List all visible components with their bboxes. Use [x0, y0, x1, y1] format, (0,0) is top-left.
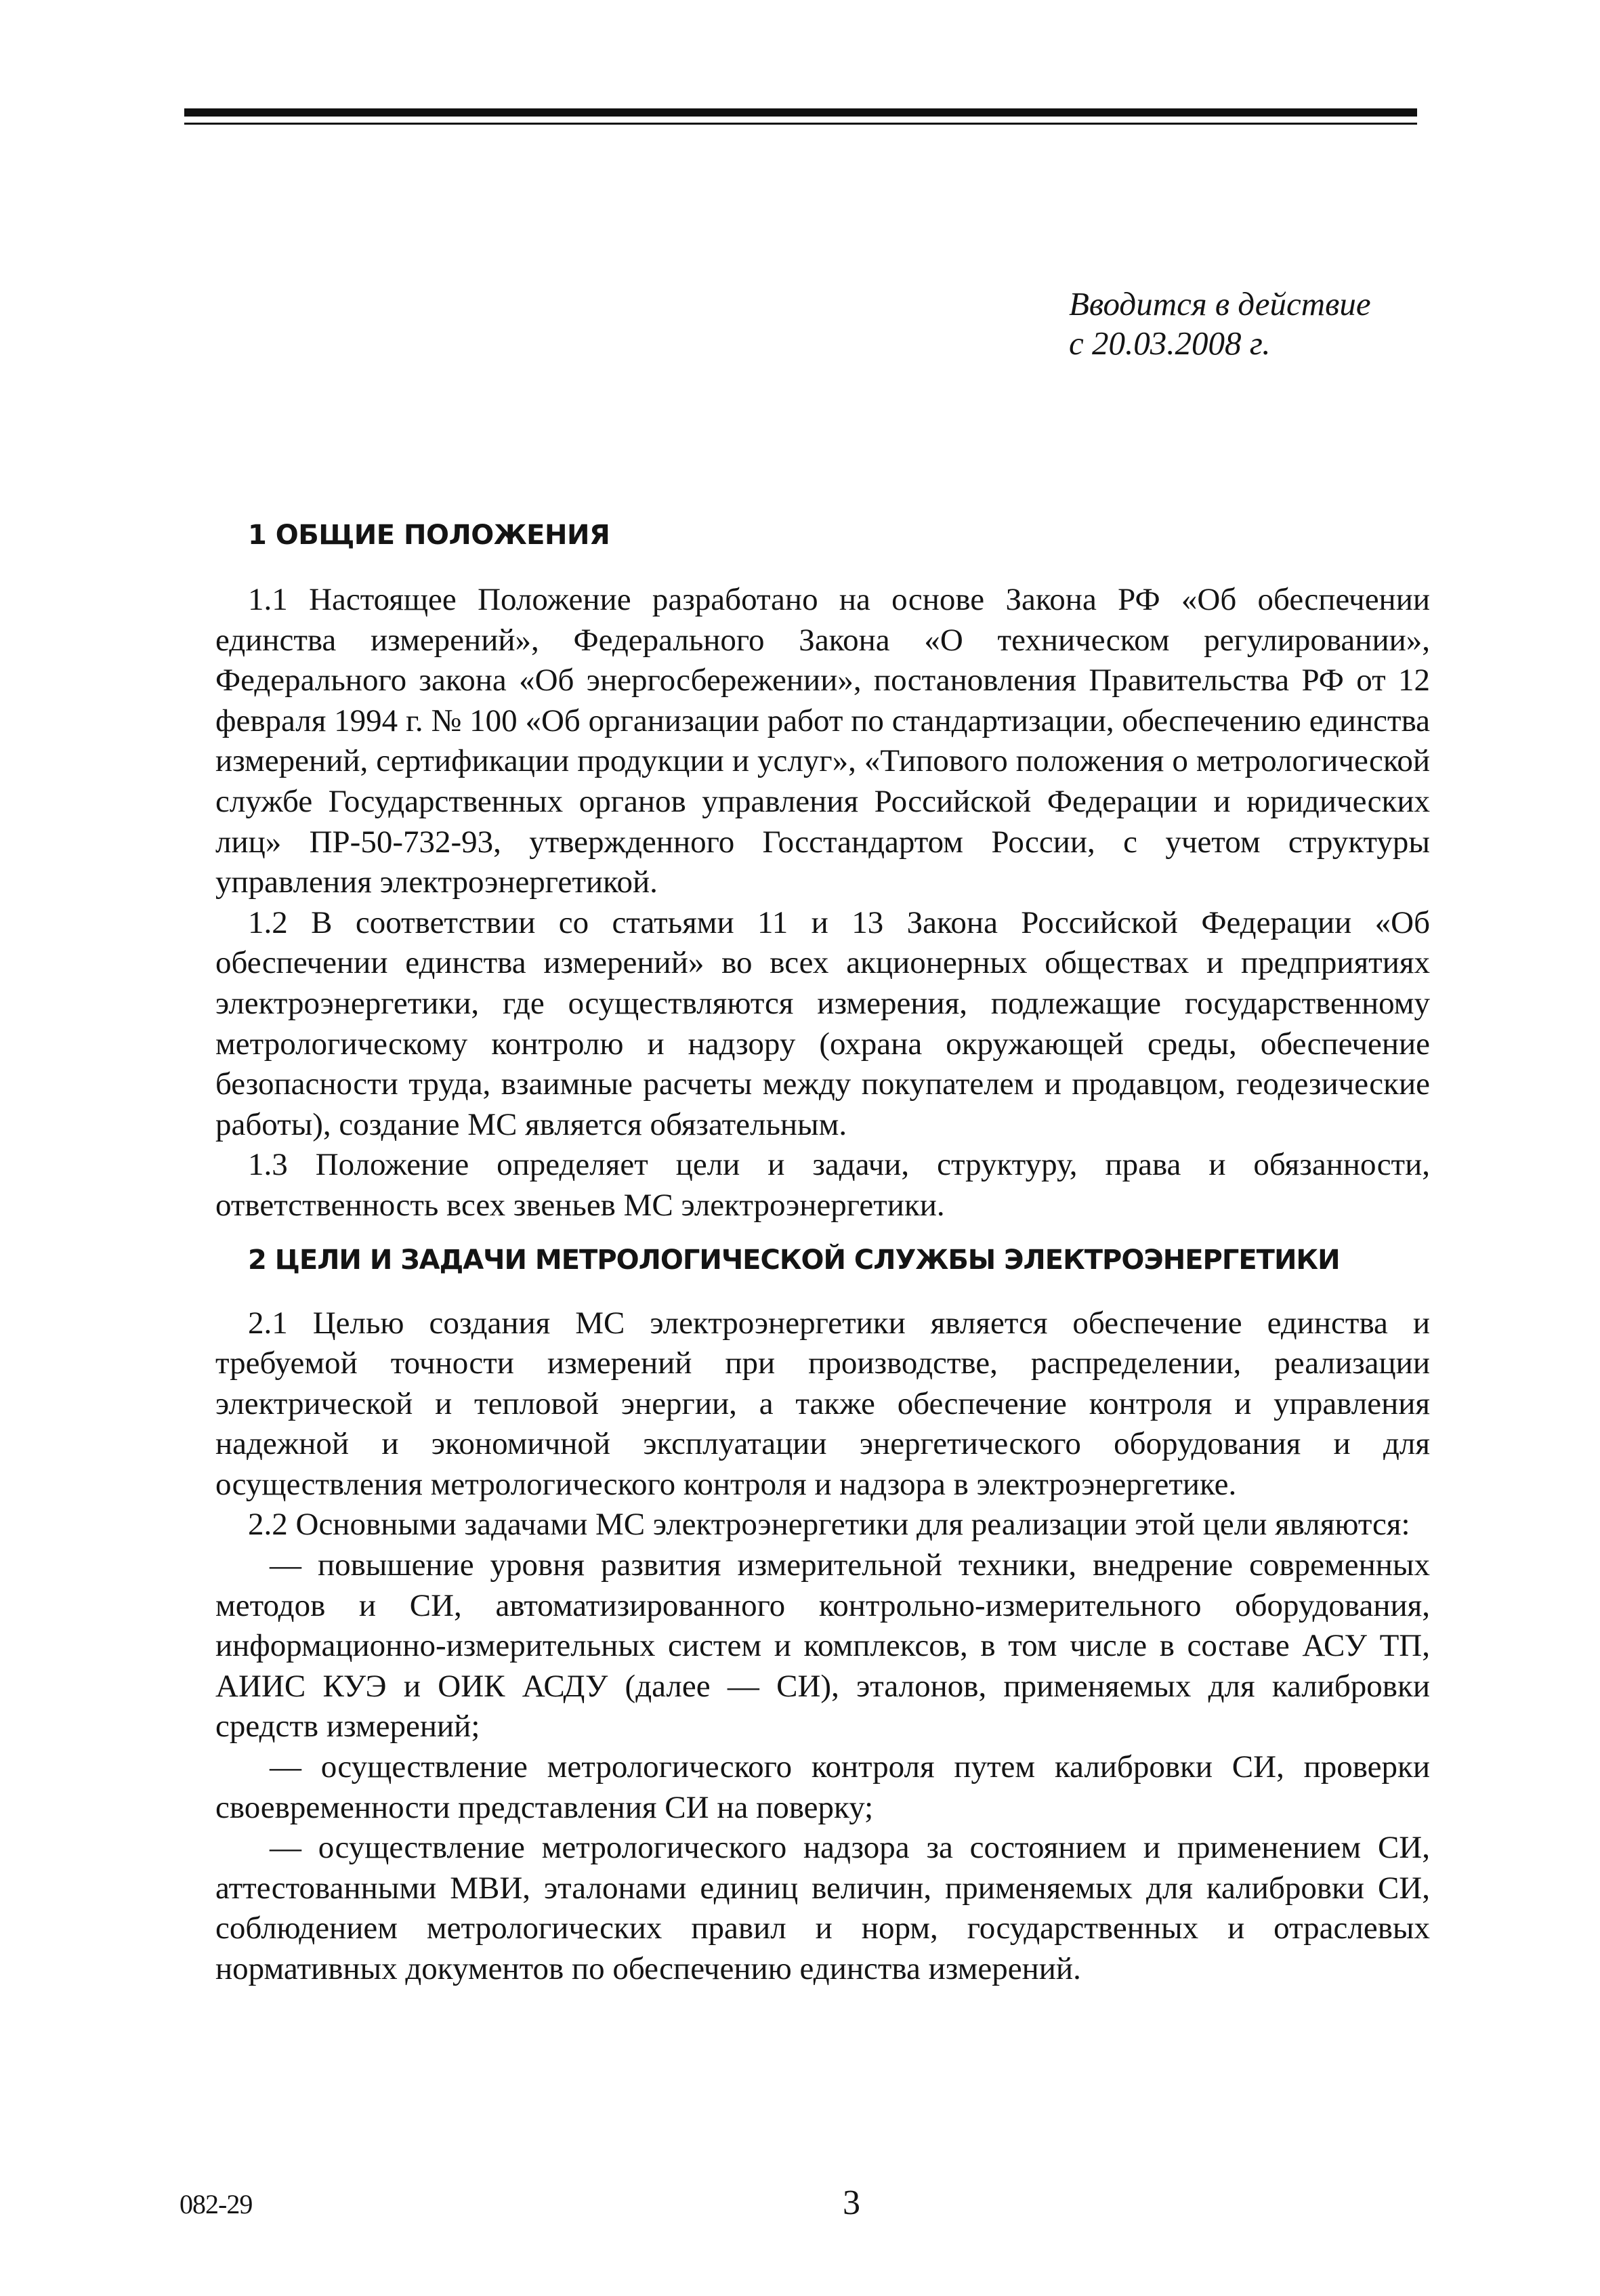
header-rule-thin: [184, 123, 1417, 125]
paragraph-text: Настоящее Положение разработано на основе Закона РФ «Об обеспечении единства измерений», Федерального Закона «О техническом регулировании», Федерального закона «Об энергосбережении», постановления Правительства РФ от 12 февраля 1994 г. № 100 «Об организации работ по стандартизации, обеспечению единства измерений, сертификации продукции и услуг», «Типового положения о метрологической службе Государственных органов управления Российской Федерации и юридических лиц» ПР-50-732-93, утвержденного Госстандартом России, с учетом структуры управления электроэнергетикой.: [215, 582, 1431, 900]
effective-date-line2: с 20.03.2008 г.: [1069, 325, 1271, 362]
effective-date-line1: Вводится в действие: [1069, 285, 1371, 322]
paragraph-text: Положение определяет цели и задачи, структуру, права и обязанности, ответственность всех звеньев МС электроэнергетики.: [215, 1147, 1430, 1223]
list-item: — осуществление метрологического контроля путем калибровки СИ, проверки своевременности представления СИ на поверку;: [215, 1749, 1430, 1825]
paragraph-number: 1.3: [248, 1147, 288, 1183]
document-code: 082-29: [180, 2189, 253, 2219]
list-item: — осуществление метрологического надзора за состоянием и применением СИ, аттестованными МВИ, эталонами единиц величин, применяемых для калибровки СИ, соблюдением метрологических правил и норм, государственных и отраслевых нормативных документов по обеспечению единства измерений.: [215, 1830, 1430, 1986]
header-rule-thick: [184, 108, 1417, 117]
paragraph-text: Основными задачами МС электроэнергетики для реализации этой цели являются:: [295, 1507, 1410, 1543]
section-1-heading: 1 ОБЩИЕ ПОЛОЖЕНИЯ: [248, 520, 610, 551]
paragraph-number: 1.2: [248, 904, 288, 940]
paragraph-number: 2.2: [248, 1507, 288, 1543]
paragraph-number: 2.1: [248, 1305, 288, 1341]
paragraph-1-3: [215, 1145, 1430, 1226]
effective-date-note: [1069, 285, 1371, 363]
page-number: 3: [843, 2184, 860, 2222]
paragraph-2-2: [215, 1505, 1430, 1545]
paragraph-text: Целью создания МС электроэнергетики является обеспечение единства и требуемой точности измерений при производстве, распределении, реализации электрической и тепловой энергии, а также обеспечение контроля и управления надежной и экономичной эксплуатации энергетического оборудования и для осуществления метрологического контроля и надзора в электроэнергетике.: [215, 1305, 1430, 1502]
list-item: — повышение уровня развития измерительной техники, внедрение современных методов и СИ, автоматизированного контрольно-измерительного оборудования, информационно-измерительных систем и комплексов, в том числе в составе АСУ ТП, АИИС КУЭ и ОИК АСДУ (далее — СИ), эталонов, применяемых для калибровки средств измерений;: [215, 1547, 1430, 1745]
paragraph-number: 1.1: [248, 582, 288, 617]
paragraph-2-1: [215, 1303, 1430, 1505]
paragraph-text: В соответствии со статьями 11 и 13 Закона Российской Федерации «Об обеспечении единства измерений» во всех акционерных обществах и предприятиях электроэнергетики, где осуществляются измерения, подлежащие государственному метрологическому контролю и надзору (охрана окружающей среды, обеспечение безопасности труда, взаимные расчеты между покупателем и продавцом, геодезические работы), создание МС является обязательным.: [215, 904, 1431, 1142]
paragraph-1-2: [215, 903, 1430, 1146]
section-2-heading: 2 ЦЕЛИ И ЗАДАЧИ МЕТРОЛОГИЧЕСКОЙ СЛУЖБЫ ЭЛЕКТРОЭНЕРГЕТИКИ: [248, 1244, 1340, 1276]
paragraph-1-1: [215, 580, 1430, 903]
document-body: [215, 515, 1430, 1990]
